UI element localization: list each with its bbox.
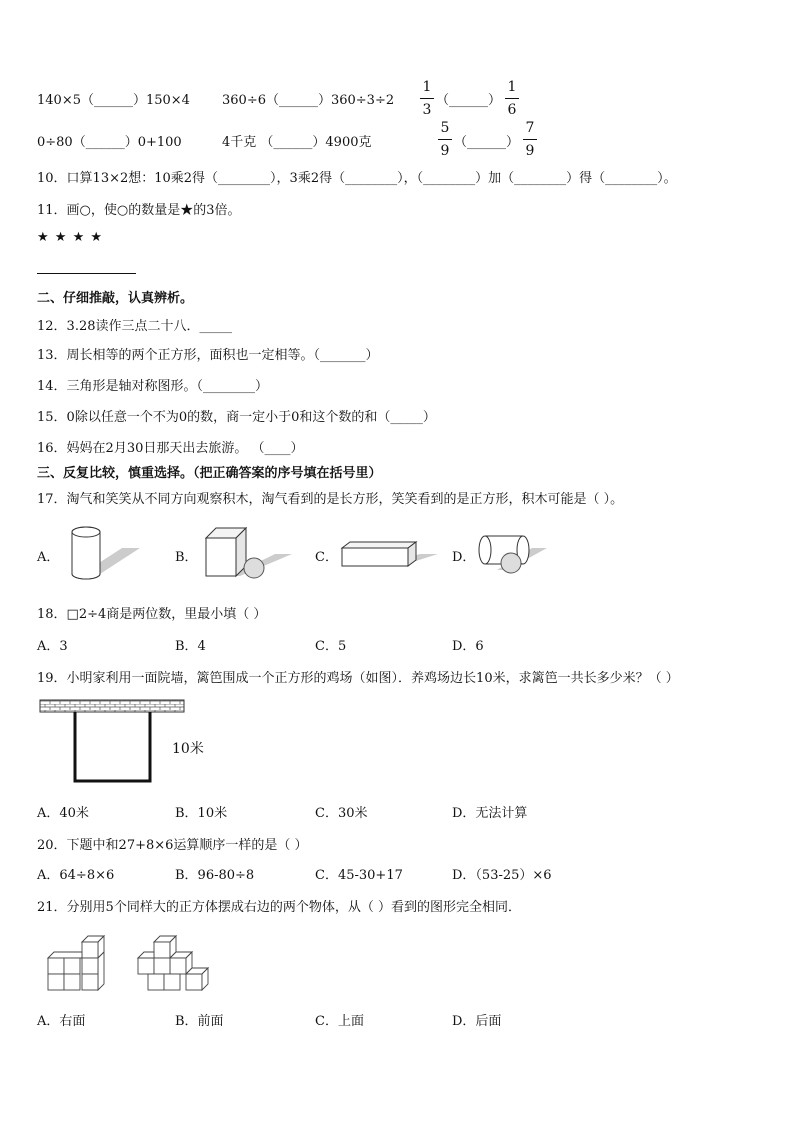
option-d[interactable]: D．无法计算 — [452, 806, 528, 821]
stars: ★ ★ ★ ★ — [37, 230, 104, 245]
option-d[interactable]: D．后面 — [452, 1014, 502, 1029]
option-b[interactable]: B．4 — [175, 639, 206, 654]
question-13: 13．周长相等的两个正方形，面积也一定相等。（_______） — [37, 348, 379, 363]
fraction-left: $\frac{5}{9}$ — [438, 121, 452, 158]
compare-blank[interactable]: （______） — [454, 135, 520, 150]
cylinder-sphere-figure — [477, 530, 552, 576]
figure-label: 10米 — [172, 741, 204, 757]
answer-line[interactable] — [37, 273, 136, 274]
option-a[interactable]: A．右面 — [37, 1014, 86, 1029]
question-10: 10．口算13×2想：10乘2得（________），3乘2得（________），（________）加（________）得（________）。 — [37, 171, 677, 186]
section-3-title: 三、反复比较，慎重选择。（把正确答案的序号填在括号里） — [37, 466, 382, 481]
option-a[interactable]: A．3 — [37, 639, 68, 654]
question-11: 11．画○，使○的数量是★的3倍。 — [37, 203, 241, 218]
compare-r2c1: 0÷80（______）0+100 — [37, 135, 182, 150]
option-b[interactable]: B．10米 — [175, 806, 228, 821]
option-a[interactable]: A．40米 — [37, 806, 89, 821]
cube-stack-figure-1 — [44, 934, 114, 992]
compare-r2c2: 4千克 （______）4900克 — [222, 135, 372, 150]
fraction-left: $\frac{1}{3}$ — [420, 80, 434, 117]
compare-r1c1: 140×5（______）150×4 — [37, 93, 190, 108]
option-d[interactable]: D． — [452, 550, 476, 565]
question-14: 14．三角形是轴对称图形。（________） — [37, 379, 269, 394]
option-c[interactable]: C．45-30+17 — [315, 868, 403, 883]
question-15: 15．0除以任意一个不为0的数，商一定小于0和这个数的和（_____） — [37, 410, 436, 425]
section-2-title: 二、仔细推敲，认真辨析。 — [37, 291, 194, 306]
option-b[interactable]: B．96-80÷8 — [175, 868, 255, 883]
option-c[interactable]: C．上面 — [315, 1014, 364, 1029]
chicken-coop-figure — [40, 698, 190, 788]
cube-stack-figure-2 — [134, 934, 214, 992]
option-c[interactable]: C．30米 — [315, 806, 368, 821]
fraction-right: $\frac{7}{9}$ — [523, 121, 537, 158]
question-19: 19．小明家利用一面院墙，篱笆围成一个正方形的鸡场（如图）．养鸡场边长10米，求篱笆一共长多少米？（ ） — [37, 671, 679, 686]
option-d[interactable]: D．6 — [452, 639, 484, 654]
question-16: 16．妈妈在2月30日那天出去旅游。 （____） — [37, 441, 304, 456]
cuboid-figure — [340, 536, 440, 572]
question-12: 12．3.28读作三点二十八．_____ — [37, 319, 232, 334]
question-21: 21．分别用5个同样大的正方体摆成右边的两个物体，从（ ）看到的图形完全相同． — [37, 900, 521, 915]
cube-sphere-figure — [200, 526, 295, 582]
option-a[interactable]: A． — [37, 550, 60, 565]
question-18: 18．□2÷4商是两位数，里最小填（ ） — [37, 607, 267, 622]
option-d[interactable]: D．（53-25）×6 — [452, 868, 552, 883]
option-b[interactable]: B．前面 — [175, 1014, 224, 1029]
compare-r1c2: 360÷6（______）360÷3÷2 — [222, 93, 395, 108]
fraction-right: $\frac{1}{6}$ — [505, 80, 519, 117]
option-c[interactable]: C． — [315, 550, 338, 565]
option-c[interactable]: C．5 — [315, 639, 347, 654]
option-b[interactable]: B． — [175, 550, 198, 565]
option-a[interactable]: A．64÷8×6 — [37, 868, 115, 883]
compare-blank[interactable]: （______） — [436, 93, 502, 108]
question-20: 20．下题中和27+8×6运算顺序一样的是（ ） — [37, 838, 308, 853]
cylinder-figure — [62, 526, 142, 582]
question-17: 17．淘气和笑笑从不同方向观察积木，淘气看到的是长方形，笑笑看到的是正方形，积木可能是（ ）。 — [37, 492, 624, 507]
